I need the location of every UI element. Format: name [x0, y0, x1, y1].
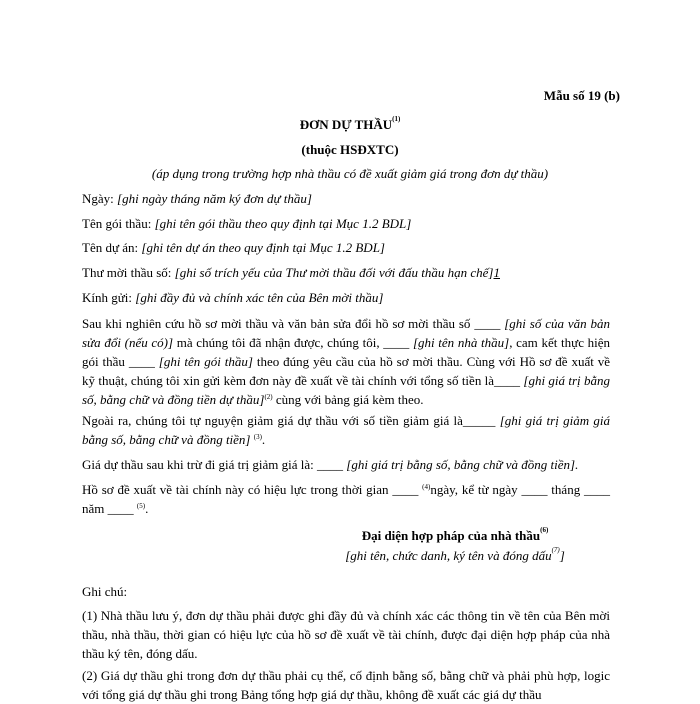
p1-footnote: (2) — [264, 393, 273, 401]
p4-footnote: (4) — [422, 483, 431, 491]
p2-text-a: Ngoài ra, chúng tôi tự nguyện giảm giá dự thầu với số tiền giảm giá là_____ — [82, 413, 496, 428]
p1-text-i: cùng với bảng giá kèm theo. — [275, 392, 424, 407]
title-text: ĐƠN DỰ THẦU — [299, 117, 393, 132]
note-2: (2) Giá dự thầu ghi trong đơn dự thầu phải cụ thể, cố định bằng số, bằng chữ và phải phù hợp, logic với tổng giá dự thầu ghi trong Bảng tổng hợp giá dự thầu, không đề xuất các giá dự thầu — [82, 668, 610, 702]
date-label: Ngày: — [82, 191, 114, 206]
signature-instruction-end: ] — [559, 548, 565, 563]
package-label: Tên gói thầu: — [82, 216, 152, 231]
note-1: (1) Nhà thầu lưu ý, đơn dự thầu phải được ghi đầy đủ và chính xác các thông tin về tên của Bên mời thầu, nhà thầu, thời gian có hiệu lực của hồ sơ đề xuất về tài chính, được đại diện hợp pháp của nhà thầu ký tên, đóng dấu. — [82, 608, 610, 661]
signature-title-text: Đại diện hợp pháp của nhà thầu — [361, 528, 541, 543]
signature-title — [325, 528, 585, 544]
paragraph-final-price — [82, 455, 610, 474]
p3-text-b: [ghi giá trị bằng số, bằng chữ và đồng tiền]. — [346, 457, 579, 472]
p1-text-b: [ghi số của văn bản sửa đổi (nếu có)] — [82, 316, 611, 350]
p3-text-a: Giá dự thầu sau khi trừ đi giá trị giảm giá là: ____ — [82, 457, 344, 472]
title-footnote: (1) — [392, 115, 401, 123]
p1-text-h: [ghi giá trị bằng số, bằng chữ và đồng tiền dự thầu] — [82, 373, 610, 407]
project-line — [82, 239, 622, 257]
invitation-footnote[interactable]: 1 — [493, 265, 500, 280]
p4-text-a: Hồ sơ đề xuất về tài chính này có hiệu lực trong thời gian ____ — [82, 482, 419, 497]
signature-instruction — [325, 548, 585, 564]
p1-text-f: [ghi tên gói thầu] — [158, 354, 253, 369]
signature-title-footnote: (6) — [540, 526, 549, 534]
p1-text-c: mà chúng tôi đã nhận được, chúng tôi, ____ — [176, 335, 410, 350]
document-subtitle: (thuộc HSĐXTC) — [301, 142, 399, 157]
p4-footnote-2: (5) — [136, 502, 146, 510]
signature-instruction-text: [ghi tên, chức danh, ký tên và đóng dấu — [345, 548, 552, 563]
p1-text-d: [ghi tên nhà thầu] — [412, 335, 510, 350]
form-number: Mẫu số 19 (b) — [543, 88, 620, 103]
p1-text-a: Sau khi nghiên cứu hồ sơ mời thầu và văn bản sửa đổi hồ sơ mời thầu số ____ — [82, 316, 501, 331]
p1-text-e: , cam kết thực hiện gói thầu ____ — [82, 335, 611, 369]
recipient-value: [ghi đầy đủ và chính xác tên của Bên mời thầu] — [135, 290, 384, 305]
date-value: [ghi ngày tháng năm ký đơn dự thầu] — [117, 191, 312, 206]
document-title — [0, 117, 700, 133]
p1-text-g: theo đúng yêu cầu của hồ sơ mời thầu. Cùng với Hồ sơ đề xuất về kỹ thuật, chúng tôi xin gửi kèm đơn này đề xuất về tài chính với tổng số tiền là____ — [82, 354, 611, 388]
invitation-value: [ghi số trích yếu của Thư mời thầu đối với đấu thầu hạn chế] — [174, 265, 494, 280]
project-label: Tên dự án: — [82, 240, 139, 255]
package-value: [ghi tên gói thầu theo quy định tại Mục 1.2 BDL] — [154, 216, 412, 231]
invitation-label: Thư mời thầu số: — [82, 265, 172, 280]
paragraph-commitment — [82, 314, 610, 409]
recipient-label: Kính gửi: — [82, 290, 133, 305]
notes-heading: Ghi chú: — [82, 584, 128, 599]
package-line — [82, 215, 622, 233]
invitation-line — [82, 264, 622, 282]
date-line — [82, 190, 622, 208]
signature-instruction-footnote: (7) — [551, 546, 560, 554]
paragraph-discount: Ngoài ra, chúng tôi tự nguyện giảm giá dự thầu với số tiền giảm giá là_____ [ghi giá trị giảm giá bằng số, bằng chữ và đồng tiền] $^{(3)}$. — [82, 413, 611, 447]
applicability-note: (áp dụng trong trường hợp nhà thầu có đề xuất giảm giá trong đơn dự thầu) — [151, 166, 549, 181]
recipient-line — [82, 289, 622, 307]
p2-text-b: [ghi giá trị giảm giá bằng số, bằng chữ và đồng tiền] — [82, 413, 611, 447]
p4-text-b: ngày, kể từ ngày ____ tháng ____ năm ____ — [82, 482, 611, 516]
p2-footnote: (3) — [253, 433, 262, 441]
project-value: [ghi tên dự án theo quy định tại Mục 1.2 BDL] — [141, 240, 385, 255]
paragraph-validity: Hồ sơ đề xuất về tài chính này có hiệu lực trong thời gian ____ $^{(4)}$ngày, kể từ ngày ____ tháng ____ năm ____ $^{(5)}$. — [82, 482, 611, 516]
